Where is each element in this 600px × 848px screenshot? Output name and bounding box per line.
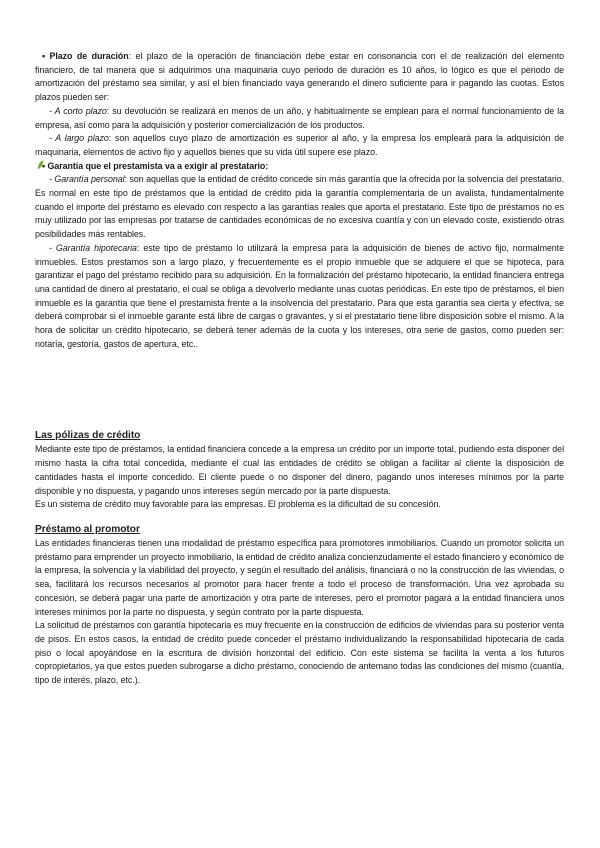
largo-plazo-text: : son aquellos cuyo plazo de amortización es superior al año, y la empresa los empleará para la adquisición de maquinaria, elementos de activo fijo y aquellos bienes que su vida útil supere ese plazo. (35, 133, 564, 157)
promotor-heading: Préstamo al promotor (35, 523, 140, 535)
garantia-colon: : (265, 160, 269, 171)
garantia-personal-text: : son aquellas que la entidad de crédito concede sin más garantía que la ofrecida por la solvencia del prestatario. Es normal en este tipo de préstamos que la entidad de crédito pida la garantía complementaria de un avalista, fundamentalmente cuando el importe del préstamo es elevado con respecto a las garantías reales que aporta el prestatario. Este tipo de préstamos no es muy utilizado por las empresas por tratarse de cantidades económicas de no excesiva cuantía y con un elevado coste, existiendo otras posibilidades más rentables. (35, 174, 565, 240)
garantia-label: • Garantía que el prestamista va a exigir al prestatario (42, 160, 266, 171)
garantia-hipotecaria-text: : este tipo de préstamo lo utilizará la empresa para la adquisición de bienes de activo fijo, normalmente inmuebles. Estos prestamos son a largo plazo, y frecuentemente es el propio inmueble que se adquiere el que se hipoteca, para garantizar el pago del préstamo recibido para su adquisición. En la formalización del préstamo hipotecario, la entidad financiera entrega una cantidad de dinero al prestatario, el cual se obliga a devolverlo mediante unas cuotas periódicas. En este tipo de préstamos, el bien inmueble es la garantía que tiene el prestamista frente a la insolvencia del prestatario. Para que esta garantía sea cierta y efectiva, se deberá comprobar si el inmueble garante está libre de cargas o gravantes, y si el prestatario tiene libre disposición sobre el mismo. A la hora de solicitar un crédito hipotecario, se deberá tener además de la cuota y los intereses, otra serie de gastos, como pueden ser: notaría, gestoría, gastos de apertura, etc.. (35, 242, 564, 349)
plazo-label: • Plazo de duración (42, 51, 129, 61)
plazo-paragraph (35, 50, 564, 105)
polizas-paragraph-1: Mediante este tipo de préstamos, la entidad financiera concede a la empresa un crédito por un importe total, pudiendo esta disponer del mismo hasta la cifra total concedida, mediante el cual las entidades de crédito se obligan a facilitar al cliente la disposición de cantidades hasta el importe concedido. El cliente puede o no disponer del dinero, pagando unos intereses mínimos por la parte disponible y no dispuesta, y pagando unos intereses según mercado por la parte dispuesta. (35, 444, 564, 496)
promotor-paragraph-1: Las entidades financieras tienen una modalidad de préstamo específica para promotores inmobiliarios. Cuando un promotor solicita un préstamo para emprender un proyecto inmobiliario, la entidad de crédito analiza concienzudamente el estado financiero y económico de la empresa, la solvencia y la viabilidad del proyecto, y según el resultado del análisis, financiará o no la construcción de las viviendas, o sea, facilitará los recursos necesarios al promotor para hacer frente a todo el proceso de transformación. Una vez aprobada su concesión, se deberá pagar una parte de amortización y otra parte de intereses, pero el promotor pagará a la entidad financiera unos intereses mínimos por la parte no dispuesta, y según contrato por la parte dispuesta. (35, 537, 564, 617)
corto-plazo-label: - A corto plazo (49, 105, 107, 116)
plazo-text: : el plazo de la operación de financiación debe estar en consonancia con el de realización del elemento financiero, de tal manera que si adquirimos una maquinaria cuyo periodo de duración es 10 años, lo lógico es que el periodo de amortización del préstamo sea similar, y así el bien financiado vaya generando el dinero suficiente para ir pagando las cuotas. Estos plazos pueden ser: (35, 51, 564, 103)
garantia-personal-paragraph (35, 173, 564, 242)
document-page (35, 50, 564, 688)
polizas-paragraph-2: Es un sistema de crédito muy favorable para las empresas. El problema es la dificultad de su concesión. (35, 499, 441, 510)
garantia-hipotecaria-paragraph (35, 242, 564, 352)
corto-plazo-text: : su devolución se realizará en menos de un año, y habitualmente se emplean para el normal funcionamiento de la empresa, así como para la adquisición y posterior comercialización de los productos. (35, 105, 565, 130)
garantia-personal-label: - Garantía personal (49, 174, 125, 185)
garantia-heading (35, 160, 564, 174)
polizas-heading: Las pólizas de crédito (35, 430, 141, 442)
garantia-hipotecaria-label: - Garantía hipotecaria (49, 242, 137, 253)
largo-plazo-label: - A largo plazo (49, 133, 109, 144)
section-spacer (35, 351, 564, 429)
corto-plazo-paragraph (35, 105, 564, 132)
promotor-paragraph-2: La solicitud de préstamos con garantía hipotecaria es muy frecuente en la construcción de edificios de viviendas para su posterior venta de pisos. En estos casos, la entidad de crédito puede conceder el préstamo individualizando la responsabilidad hipotecaria de cada piso o local apoyándose en la escritura de división horizontal del edificio. Con este sistema se facilita la venta a los futuros copropietarios, ya que estos pueden subrogarse a dicho préstamo, conociendo de antemano todas las condiciones del mismo (cuantía, tipo de interés, plazo, etc.). (35, 620, 564, 686)
largo-plazo-paragraph (35, 132, 564, 159)
leaf-icon (30, 160, 37, 169)
